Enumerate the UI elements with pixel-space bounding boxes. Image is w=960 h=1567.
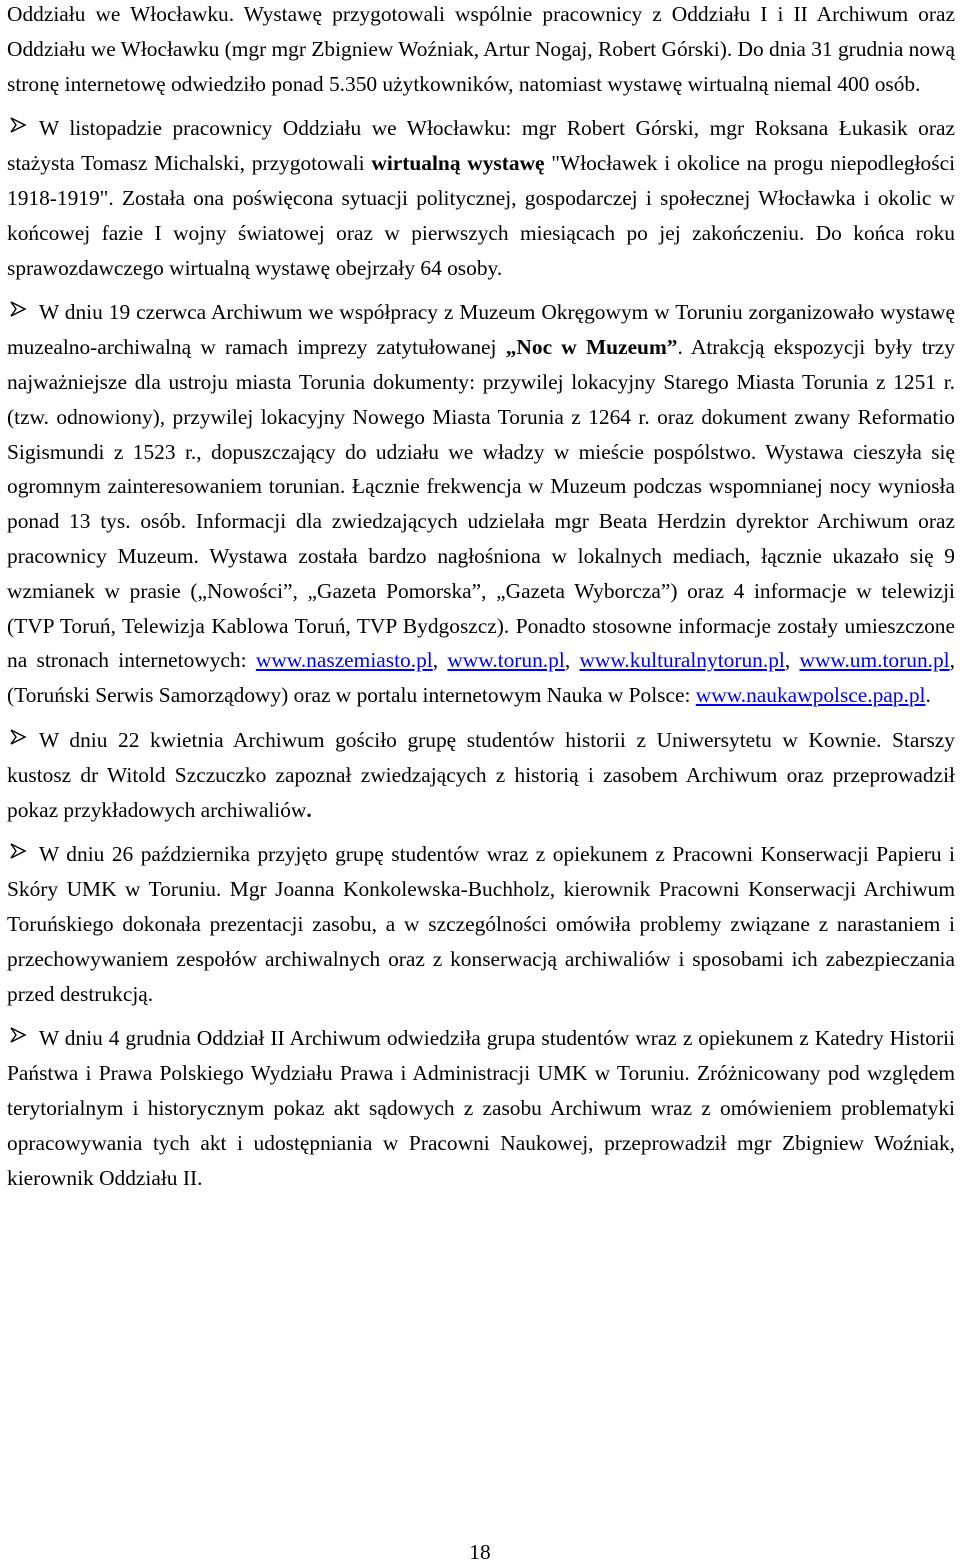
item1-text-b: "Włocławek i okolice na progu niepodległości 1918-1919". Została ona poświęcona sytuacji politycznej, gospodarczej i społecznej Włocławka i okolic w końcowej fazie I wojny światowej oraz w pierwszych miesiącach po jej zakończeniu. Do końca roku sprawozdawczego wirtualną wystawę obejrzały 64 osoby. <box>7 151 956 280</box>
arrow-bullet-icon <box>9 1026 39 1044</box>
item3-bold-period: . <box>306 797 312 822</box>
link-naukawpolsce[interactable]: www.naukawpolsce.pap.pl <box>695 683 926 708</box>
item2-text-d: . <box>925 683 931 708</box>
intro-paragraph <box>7 0 955 101</box>
intro-text: Oddziału we Włocławku. Wystawę przygotowali wspólnie pracownicy z Oddziału I i II Archiwum oraz Oddziału we Włocławku (mgr mgr Zbigniew Woźniak, Artur Nogaj, Robert Górski). Do dnia 31 grudnia nową stronę internetowę odwiedziło ponad 5.350 użytkowników, natomiast wystawę wirtualną niemal 400 osób. <box>7 2 955 96</box>
arrow-bullet-icon <box>9 842 39 860</box>
page-number: 18 <box>469 1540 491 1564</box>
item2-text-c: , (Toruński Serwis Samorządowy) oraz w portalu internetowym Nauka w Polsce: <box>7 648 955 708</box>
list-item-conservation-students <box>7 837 955 1011</box>
item2-bold-text: „Noc w Muzeum” <box>505 335 678 360</box>
arrow-bullet-icon <box>9 728 39 746</box>
list-item-virtual-exhibition <box>7 111 955 285</box>
list-item-law-students <box>7 1021 955 1195</box>
arrow-bullet-icon <box>9 116 39 134</box>
link-naszemiasto[interactable]: www.naszemiasto.pl <box>255 648 433 673</box>
item5-text: W dniu 4 grudnia Oddział II Archiwum odwiedziła grupa studentów wraz z opiekunem z Katedry Historii Państwa i Prawa Polskiego Wydziału Prawa i Administracji UMK w Toruniu. Zróżnicowany pod względem terytorialnym i historycznym pokaz akt sądowych z zasobu Archiwum wraz z omówieniem problematyki opracowywania tych akt i udostępniania w Pracowni Naukowej, przeprowadził mgr Zbigniew Woźniak, kierownik Oddziału II. <box>7 1026 955 1190</box>
item2-text-b: . Atrakcją ekspozycji były trzy najważniejsze dla ustroju miasta Torunia dokumenty: przywilej lokacyjny Starego Miasta Torunia z 1251 r. (tzw. odnowiony), przywilej lokacyjny Nowego Miasta Torunia z 1264 r. oraz dokument zwany Reformatio Sigismundi z 1523 r., dopuszczający do udziału we władzy w mieście pospólstwo. Wystawa cieszyła się ogromnym zainteresowaniem torunian. Łącznie frekwencja w Muzeum podczas wspomnianej nocy wyniosła ponad 13 tys. osób. Informacji dla zwiedzających udzielała mgr Beata Herdzin dyrektor Archiwum oraz pracownicy Muzeum. Wystawa została bardzo nagłośniona w lokalnych mediach, łącznie ukazało się 9 wzmianek w prasie („Nowości”, „Gazeta Pomorska”, „Gazeta Wyborcza”) oraz 4 informacje w telewizji (TVP Toruń, Telewizja Kablowa Toruń, TVP Bydgoszcz). Ponadto stosowne informacje zostały umieszczone na stronach internetowych: <box>7 335 955 673</box>
item1-text-a: W listopadzie pracownicy Oddziału we Włocławku: mgr Robert Górski, mgr Roksana Łukasik oraz stażysta Tomasz Michalski, przygotowali <box>7 116 955 176</box>
list-item-museum-night <box>7 295 955 713</box>
item2-text-a: W dniu 19 czerwca Archiwum we współpracy z Muzeum Okręgowym w Toruniu zorganizowało wystawę muzealno-archiwalną w ramach imprezy zatytułowanej <box>7 300 955 360</box>
document-page <box>7 0 955 1195</box>
item2-sep-2: , <box>564 648 580 673</box>
link-kulturalnytorun[interactable]: www.kulturalnytorun.pl <box>579 648 785 673</box>
item4-text: W dniu 26 października przyjęto grupę studentów wraz z opiekunem z Pracowni Konserwacji Papieru i Skóry UMK w Toruniu. Mgr Joanna Konkolewska-Buchholz, kierownik Pracowni Konserwacji Archiwum Toruńskiego dokonała prezentacji zasobu, a w szczególności omówiła problemy związane z narastaniem i przechowywaniem zespołów archiwalnych oraz z konserwacją archiwaliów i sposobami ich zabezpieczania przed destrukcją. <box>7 842 955 1006</box>
item1-bold-text: wirtualną wystawę <box>371 151 545 176</box>
item3-text: W dniu 22 kwietnia Archiwum gościło grupę studentów historii z Uniwersytetu w Kownie. Starszy kustosz dr Witold Szczuczko zapoznał zwiedzających z historią i zasobem Archiwum oraz przeprowadził pokaz przykładowych archiwaliów <box>7 727 955 822</box>
list-item-kaunas-students <box>7 723 955 827</box>
item2-sep-3: , <box>784 648 800 673</box>
item2-sep-1: , <box>432 648 448 673</box>
link-um-torun[interactable]: www.um.torun.pl <box>799 648 950 673</box>
link-torun[interactable]: www.torun.pl <box>447 648 565 673</box>
arrow-bullet-icon <box>9 300 39 318</box>
